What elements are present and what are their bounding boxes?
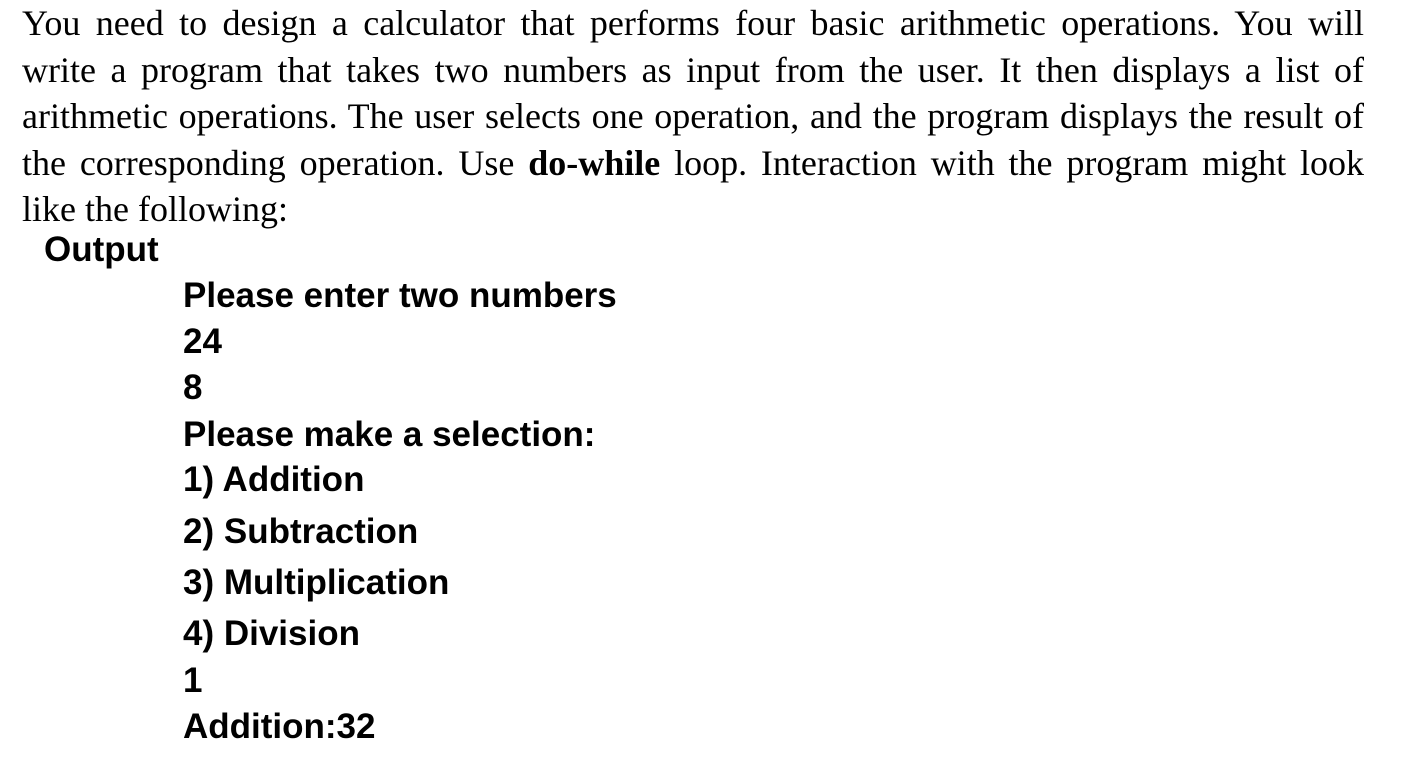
prompt-text-start: You need to design a calculator that performs four basic arithmetic operations. You will write a program that takes two numbers as input from the user. It then displays a list of arithmetic operations. The user selects one operation, and the program displays the result of the corresponding operation. Use [22,3,1364,183]
prompt-keyword-do-while: do-while [528,142,661,183]
output-line-option-multiplication: 3) Multiplication [183,563,450,602]
output-line-option-subtraction: 2) Subtraction [183,512,419,551]
output-line-selection-prompt: Please make a selection: [183,415,596,454]
output-line-option-addition: 1) Addition [183,460,365,499]
output-line-result: Addition:32 [183,707,376,746]
output-line-first-number: 24 [183,322,222,361]
output-line-second-number: 8 [183,368,203,407]
output-line-user-choice: 1 [183,661,203,700]
output-line-enter-numbers: Please enter two numbers [183,276,617,315]
output-heading: Output [44,230,159,269]
prompt-text-end: loop. Interaction with the program might look like the following: [22,142,1364,229]
assignment-prompt [22,0,1364,233]
output-line-option-division: 4) Division [183,614,360,653]
